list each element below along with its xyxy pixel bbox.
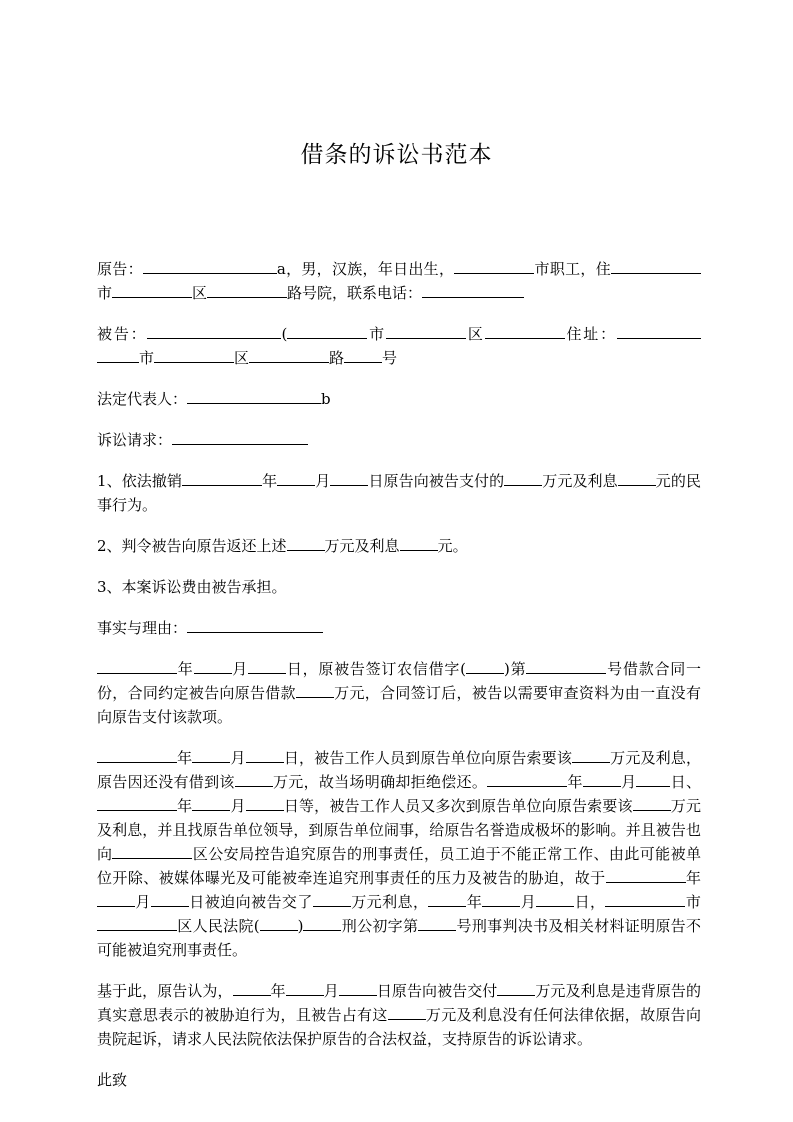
blank-field	[339, 979, 377, 996]
blank-field	[428, 890, 466, 907]
facts-label: 事实与理由：	[97, 619, 188, 637]
claim-item-2	[97, 534, 701, 558]
blank-field	[691, 257, 701, 274]
blank-field	[187, 387, 321, 404]
text: 日，被告工作人员到原告单位向原告索要该	[283, 749, 572, 767]
text: 万元利息，	[350, 893, 429, 911]
text: 日被迫向被告交了	[188, 893, 313, 911]
plaintiff-label: 原告：	[97, 260, 143, 278]
text: 基于此，原告认为，	[97, 982, 233, 1000]
text: 市	[97, 284, 113, 302]
representative-paragraph	[97, 387, 701, 411]
text: 日、	[670, 773, 701, 791]
text: 区	[192, 284, 208, 302]
blank-field	[618, 469, 656, 486]
text: 号	[382, 349, 398, 367]
blank-field	[400, 534, 438, 551]
text: 市	[139, 349, 155, 367]
text: 月	[230, 797, 246, 815]
blank-field	[303, 914, 341, 931]
text: 万元及利息	[542, 472, 618, 490]
text: 日等，被告工作人员又多次到原告单位向原告索要该	[283, 797, 633, 815]
blank-field	[207, 281, 287, 298]
text: 年	[685, 869, 701, 887]
text: 万元及利息	[324, 537, 400, 555]
defendant-label: 被告：	[97, 325, 148, 343]
blank-field	[248, 657, 286, 674]
text: 元的民事行为。	[97, 472, 701, 514]
blank-field	[286, 979, 324, 996]
plaintiff-paragraph	[97, 257, 701, 305]
facts-paragraph-1	[97, 657, 701, 729]
blank-field	[583, 770, 621, 787]
text: 年	[466, 893, 483, 911]
text: 日，	[574, 893, 606, 911]
claims-label: 诉讼请求：	[97, 431, 173, 449]
text: 月	[315, 472, 331, 490]
text: 刑公初字第	[341, 917, 419, 935]
blank-field	[636, 770, 670, 787]
blank-field	[526, 657, 606, 674]
blank-field	[112, 842, 192, 859]
blank-field	[154, 346, 234, 363]
blank-field	[192, 746, 230, 763]
blank-field	[418, 914, 456, 931]
text: 月	[231, 660, 249, 678]
text: 万元，故当场明确却拒绝偿还。	[272, 773, 488, 791]
text: 年	[177, 749, 193, 767]
blank-field	[487, 770, 567, 787]
blank-field	[97, 890, 135, 907]
text: 号刑事判决书及相关材料证明原告不可能被追究刑事责任。	[97, 917, 701, 959]
text: 万元及利息是违背原告的真实意思表示的被胁迫行为，且被告占有这	[97, 982, 701, 1024]
text: 年	[177, 797, 193, 815]
closing-text: 此致	[97, 1071, 128, 1089]
defendant-paragraph	[97, 322, 701, 370]
blank-field	[388, 1003, 426, 1020]
text: 日原告向被告支付的	[368, 472, 505, 490]
blank-field	[454, 257, 534, 274]
text: 1、依法撤销	[97, 472, 183, 490]
text: 号借款合同一份，合同约定被告向原告借款	[97, 660, 701, 702]
text: 万元，合同签订后，被告以需要审查资料为由一直没有向原告支付该款项。	[97, 684, 701, 726]
text: 年	[177, 660, 194, 678]
text: 年	[270, 982, 286, 1000]
text: 月	[520, 893, 537, 911]
blank-field	[466, 657, 504, 674]
blank-field	[151, 890, 189, 907]
document-body	[97, 257, 701, 1109]
blank-field	[536, 890, 574, 907]
facts-paragraph-3	[97, 979, 701, 1051]
text: 住址：	[564, 325, 617, 343]
blank-field	[422, 281, 524, 298]
representative-label: 法定代表人：	[97, 390, 188, 408]
text: 区	[234, 349, 250, 367]
blank-field	[344, 346, 382, 363]
blank-field	[147, 322, 281, 339]
text: 万元及利息，原告因还没有借到该	[97, 749, 701, 791]
text: (	[281, 325, 288, 343]
blank-field	[260, 914, 298, 931]
text: 2、判令被告向原告返还上述	[97, 537, 287, 555]
closing-line	[97, 1068, 701, 1092]
blank-field	[277, 469, 315, 486]
blank-field	[617, 322, 701, 339]
text: b	[321, 390, 331, 408]
text: 路	[329, 349, 345, 367]
blank-field	[330, 469, 368, 486]
blank-field	[97, 794, 177, 811]
text: 月	[620, 773, 637, 791]
text: 区	[466, 325, 485, 343]
text: )	[297, 917, 304, 935]
text: 月	[135, 893, 151, 911]
blank-field	[605, 890, 685, 907]
blank-field	[97, 346, 139, 363]
claims-heading	[97, 428, 701, 452]
claim-item-3	[97, 575, 701, 599]
blank-field	[182, 469, 262, 486]
blank-field	[504, 469, 542, 486]
blank-field	[112, 281, 192, 298]
blank-field	[313, 890, 351, 907]
blank-field	[287, 322, 367, 339]
blank-field	[497, 979, 535, 996]
text: 月	[323, 982, 339, 1000]
blank-field	[249, 346, 329, 363]
text: 万元及利息，并且找原告单位领导，到原告单位闹事，给原告名誉造成极坏的影响。并且被告也向	[97, 797, 701, 863]
blank-field	[482, 890, 520, 907]
blank-field	[97, 914, 177, 931]
text: 万元及利息没有任何法律依据，故原告向贵院起诉，请求人民法院依法保护原告的合法权益，支持原告的诉讼请求。	[97, 1006, 701, 1048]
blank-field	[235, 770, 273, 787]
blank-field	[172, 428, 308, 445]
text: 路号院，联系电话：	[287, 284, 423, 302]
blank-field	[194, 657, 232, 674]
blank-field	[611, 257, 691, 274]
text: 区公安局控告追究原告的刑事责任，员工迫于不能正常工作、由此可能被单位开除、被媒体曝光及可能被牵连追究刑事责任的压力及被告的胁迫，故于	[97, 845, 701, 887]
text: 市职工，住	[534, 260, 611, 278]
blank-field	[633, 794, 671, 811]
text: )第	[504, 660, 527, 678]
blank-field	[246, 794, 284, 811]
blank-field	[287, 534, 325, 551]
text: 市	[367, 325, 386, 343]
blank-field	[572, 746, 610, 763]
document-title: 借条的诉讼书范本	[300, 142, 493, 168]
text: 日，原被告签订农信借字(	[286, 660, 467, 678]
blank-field	[246, 746, 284, 763]
facts-paragraph-2	[97, 746, 701, 962]
text: 区人民法院(	[177, 917, 260, 935]
blank-field	[187, 616, 323, 633]
text: 元。	[437, 537, 468, 555]
text: 月	[230, 749, 246, 767]
text: 年	[567, 773, 583, 791]
text: 年	[262, 472, 278, 490]
facts-heading	[97, 616, 701, 640]
blank-field	[606, 866, 686, 883]
blank-field	[233, 979, 271, 996]
blank-field	[192, 794, 230, 811]
blank-field	[386, 322, 466, 339]
text: a，男，汉族，年日出生，	[276, 260, 455, 278]
blank-field	[97, 746, 177, 763]
text: 市	[685, 893, 701, 911]
blank-field	[485, 322, 565, 339]
blank-field	[143, 257, 277, 274]
blank-field	[97, 657, 177, 674]
text: 3、本案诉讼费由被告承担。	[97, 578, 287, 596]
text: 日原告向被告交付	[376, 982, 498, 1000]
claim-item-1	[97, 469, 701, 517]
blank-field	[296, 681, 334, 698]
